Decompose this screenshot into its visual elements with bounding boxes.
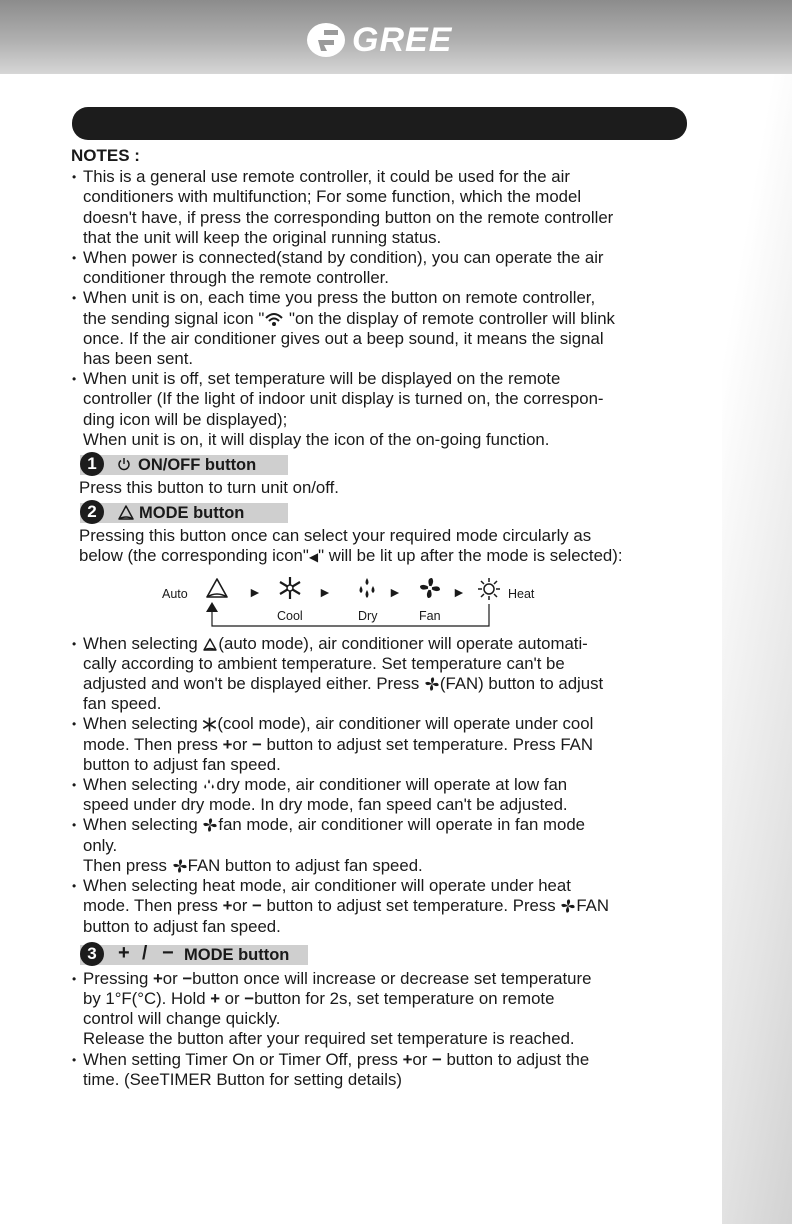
dry-drops-icon <box>356 576 378 600</box>
mode-note-dry: • When selecting dry mode, air conditioner will operate at low fan speed under dry mode. In dry mode, fan speed can't be adjusted. <box>70 775 700 815</box>
fan-icon <box>424 676 440 692</box>
plus-symbol: + <box>222 896 233 916</box>
minus-symbol: − <box>431 1049 442 1069</box>
mode-cycle-diagram <box>70 576 700 630</box>
brand-logo <box>306 22 492 58</box>
section-number: 2 <box>80 500 104 524</box>
arrow-right-icon: ► <box>452 583 466 600</box>
section-on-off-text: Press this button to turn unit on/off. <box>79 478 339 498</box>
s3-note-2: • When setting Timer On or Timer Off, press +or − button to adjust the time. (SeeTIMER Button for setting details) <box>70 1050 700 1090</box>
mode-note-heat: • When selecting heat mode, air conditioner will operate under heat mode. Then press +or − button to adjust set temperature. Press FAN button to adjust fan speed. <box>70 876 700 937</box>
mode-label-dry: Dry <box>358 608 378 623</box>
section-plus-minus-header <box>80 941 700 965</box>
arrow-right-icon: ► <box>388 583 402 600</box>
fan-icon <box>418 576 442 600</box>
power-icon <box>117 457 131 471</box>
minus-symbol: − <box>162 941 174 964</box>
signal-icon <box>264 311 284 327</box>
fan-icon <box>202 817 218 833</box>
auto-mode-icon <box>204 576 230 600</box>
gree-logo-icon <box>306 22 346 58</box>
section-title: ON/OFF button <box>138 456 257 475</box>
minus-symbol: − <box>182 968 193 988</box>
plus-symbol: + <box>222 734 233 754</box>
note-3: • When unit is on, each time you press the button on remote controller, the sending signal icon " "on the display of remote controller will blink once. If the air conditioner gives out a beep sound, it means the signal has been sent. <box>70 288 700 369</box>
section-mode-header <box>80 503 700 523</box>
brand-name: GREE <box>352 21 453 59</box>
section-title: MODE button <box>184 945 290 964</box>
arrow-left-icon: ◀ <box>308 550 319 565</box>
fan-icon <box>172 858 188 874</box>
minus-symbol: − <box>252 734 262 754</box>
arrow-right-icon: ► <box>248 583 262 600</box>
mode-note-cool: • When selecting (cool mode), air conditioner will operate under cool mode. Then press +or − button to adjust set temperature. Press FAN button to adjust fan speed. <box>70 714 700 775</box>
plus-symbol: + <box>152 968 163 988</box>
mode-note-fan: • When selecting fan mode, air conditioner will operate in fan mode only. Then press FAN button to adjust fan speed. <box>70 815 700 876</box>
auto-mode-icon <box>117 504 135 521</box>
manual-content <box>70 146 700 1090</box>
minus-symbol: − <box>244 988 255 1008</box>
section-title: MODE button <box>139 504 245 523</box>
section-mode-text-1: Pressing this button once can select your required mode circularly as <box>79 526 592 546</box>
snowflake-icon <box>278 576 302 600</box>
mode-label-fan: Fan <box>419 608 441 623</box>
mode-note-auto: • When selecting (auto mode), air conditioner will operate automati- cally according to ambient temperature. Set temperature can't be adjusted and won't be displayed either. Press (FAN) button to adjust fan speed. <box>70 634 700 715</box>
sun-heat-icon <box>478 578 500 600</box>
note-4: • When unit is off, set temperature will be displayed on the remote controller (If the light of indoor unit display is turned on, the correspon- ding icon will be displayed); When unit is on, it will display the icon of the on-going function. <box>70 369 700 450</box>
section-title-bar <box>72 107 687 140</box>
section-on-off-header <box>80 455 700 475</box>
mode-label-heat: Heat <box>508 586 535 601</box>
plus-symbol: + <box>118 941 130 964</box>
section-mode-text-2: below (the corresponding icon"◀" will be lit up after the mode is selected): <box>79 546 623 566</box>
mode-label-cool: Cool <box>277 608 303 623</box>
notes-heading: NOTES : <box>71 146 140 165</box>
fan-icon <box>560 898 576 914</box>
minus-symbol: − <box>252 896 262 916</box>
section-number: 3 <box>80 942 104 966</box>
plus-symbol: + <box>210 988 220 1008</box>
note-2: • When power is connected(stand by condition), you can operate the air conditioner through the remote controller. <box>70 248 700 288</box>
s3-note-1: • Pressing +or −button once will increase or decrease set temperature by 1°F(°C). Hold + or −button for 2s, set temperature on remote control will change quickly. Release the button after your required set temperature is reached. <box>70 969 700 1050</box>
slash-symbol: / <box>142 942 148 964</box>
dry-drops-icon <box>202 778 216 793</box>
section-number: 1 <box>80 452 104 476</box>
auto-mode-icon <box>202 637 218 652</box>
arrow-right-icon: ► <box>318 583 332 600</box>
mode-label-auto: Auto <box>162 586 188 601</box>
plus-symbol: + <box>402 1049 413 1069</box>
note-1: • This is a general use remote controller, it could be used for the air conditioners with multifunction; For some function, which the model doesn't have, if press the corresponding button on the remote controller that the unit will keep the original running status. <box>70 167 700 248</box>
cycle-return-arrow <box>204 602 496 630</box>
snowflake-icon <box>202 717 217 732</box>
